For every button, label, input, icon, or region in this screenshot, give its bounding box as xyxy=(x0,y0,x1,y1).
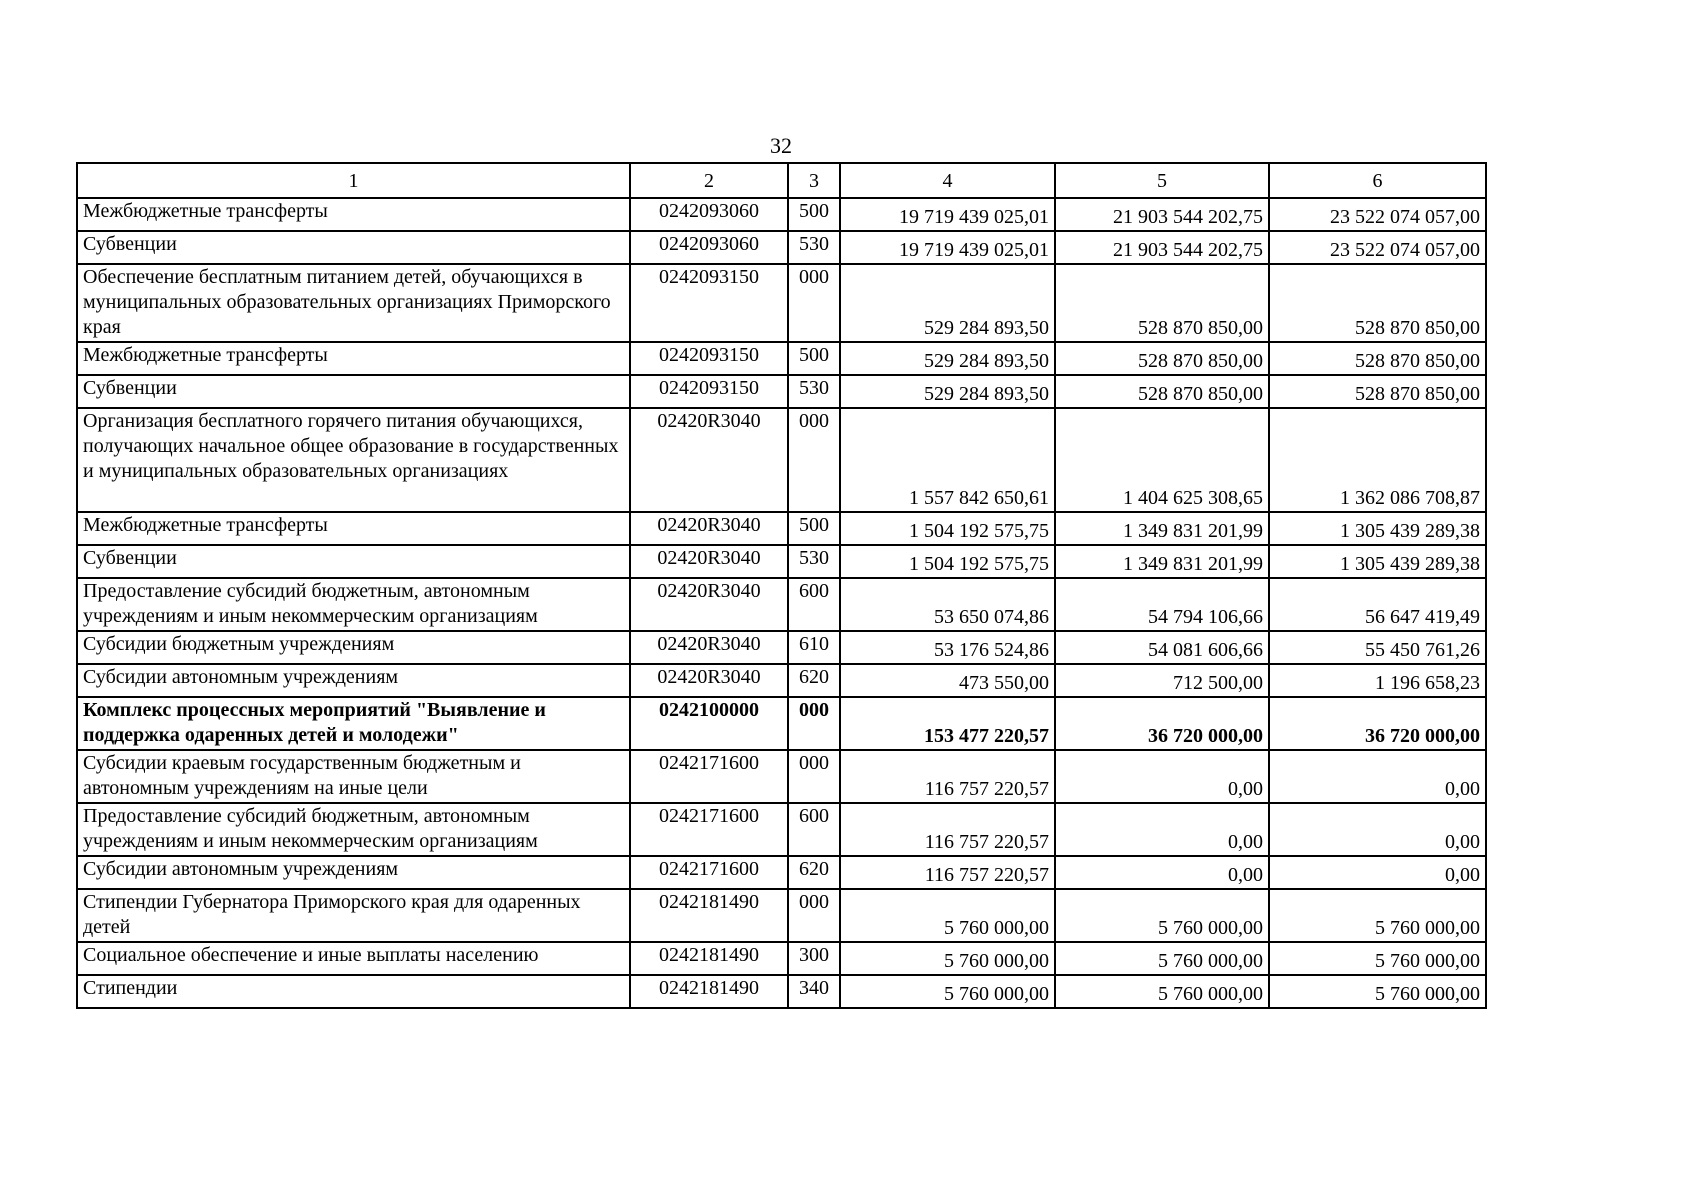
row-value-col6-cell: 1 305 439 289,38 xyxy=(1269,545,1486,578)
row-value-col6-cell: 56 647 419,49 xyxy=(1269,578,1486,631)
row-value-col6-cell: 528 870 850,00 xyxy=(1269,375,1486,408)
table-row xyxy=(77,975,1486,1008)
row-type-cell: 530 xyxy=(788,375,840,408)
row-value-col5-cell: 21 903 544 202,75 xyxy=(1055,231,1269,264)
column-header: 1 xyxy=(77,163,630,198)
row-value-col4-cell: 5 760 000,00 xyxy=(840,942,1055,975)
row-value-col5-cell: 1 404 625 308,65 xyxy=(1055,408,1269,512)
table-row xyxy=(77,375,1486,408)
table-row xyxy=(77,889,1486,942)
table-row xyxy=(77,803,1486,856)
row-type-cell: 530 xyxy=(788,545,840,578)
row-value-col4-cell: 1 557 842 650,61 xyxy=(840,408,1055,512)
row-name-cell: Субсидии бюджетным учреждениям xyxy=(77,631,630,664)
column-header: 3 xyxy=(788,163,840,198)
row-value-col6-cell: 0,00 xyxy=(1269,803,1486,856)
row-type-cell: 000 xyxy=(788,408,840,512)
table-row xyxy=(77,578,1486,631)
row-name-cell: Предоставление субсидий бюджетным, автономным учреждениям и иным некоммерческим организациям xyxy=(77,803,630,856)
row-value-col4-cell: 473 550,00 xyxy=(840,664,1055,697)
row-value-col6-cell: 0,00 xyxy=(1269,750,1486,803)
table-row xyxy=(77,408,1486,512)
row-value-col4-cell: 116 757 220,57 xyxy=(840,803,1055,856)
row-code-cell: 0242181490 xyxy=(630,942,788,975)
row-name-cell: Межбюджетные трансферты xyxy=(77,342,630,375)
row-code-cell: 02420R3040 xyxy=(630,578,788,631)
row-code-cell: 0242171600 xyxy=(630,856,788,889)
row-name-cell: Стипендии xyxy=(77,975,630,1008)
row-value-col5-cell: 5 760 000,00 xyxy=(1055,975,1269,1008)
row-value-col5-cell: 54 794 106,66 xyxy=(1055,578,1269,631)
row-value-col4-cell: 53 650 074,86 xyxy=(840,578,1055,631)
row-value-col5-cell: 21 903 544 202,75 xyxy=(1055,198,1269,231)
row-value-col5-cell: 0,00 xyxy=(1055,856,1269,889)
row-name-cell: Субвенции xyxy=(77,545,630,578)
row-value-col6-cell: 1 362 086 708,87 xyxy=(1269,408,1486,512)
table-header-row xyxy=(77,163,1486,198)
row-value-col4-cell: 529 284 893,50 xyxy=(840,342,1055,375)
row-value-col4-cell: 529 284 893,50 xyxy=(840,264,1055,342)
row-code-cell: 0242093060 xyxy=(630,231,788,264)
row-type-cell: 620 xyxy=(788,664,840,697)
row-type-cell: 530 xyxy=(788,231,840,264)
row-value-col5-cell: 5 760 000,00 xyxy=(1055,889,1269,942)
column-header: 6 xyxy=(1269,163,1486,198)
table-row xyxy=(77,545,1486,578)
row-value-col4-cell: 5 760 000,00 xyxy=(840,889,1055,942)
row-value-col6-cell: 0,00 xyxy=(1269,856,1486,889)
column-header: 2 xyxy=(630,163,788,198)
row-value-col4-cell: 116 757 220,57 xyxy=(840,856,1055,889)
row-type-cell: 000 xyxy=(788,889,840,942)
table-row xyxy=(77,697,1486,750)
row-type-cell: 500 xyxy=(788,512,840,545)
row-value-col6-cell: 36 720 000,00 xyxy=(1269,697,1486,750)
row-value-col4-cell: 153 477 220,57 xyxy=(840,697,1055,750)
row-type-cell: 000 xyxy=(788,264,840,342)
row-code-cell: 0242093150 xyxy=(630,342,788,375)
page-number: 32 xyxy=(770,133,792,158)
table-row xyxy=(77,512,1486,545)
row-value-col5-cell: 528 870 850,00 xyxy=(1055,342,1269,375)
row-value-col4-cell: 53 176 524,86 xyxy=(840,631,1055,664)
row-name-cell: Субсидии автономным учреждениям xyxy=(77,664,630,697)
row-name-cell: Социальное обеспечение и иные выплаты населению xyxy=(77,942,630,975)
row-value-col6-cell: 5 760 000,00 xyxy=(1269,889,1486,942)
row-value-col5-cell: 5 760 000,00 xyxy=(1055,942,1269,975)
row-code-cell: 0242171600 xyxy=(630,750,788,803)
table-row xyxy=(77,631,1486,664)
row-code-cell: 0242093060 xyxy=(630,198,788,231)
row-value-col5-cell: 54 081 606,66 xyxy=(1055,631,1269,664)
row-type-cell: 300 xyxy=(788,942,840,975)
row-value-col4-cell: 19 719 439 025,01 xyxy=(840,198,1055,231)
row-type-cell: 500 xyxy=(788,198,840,231)
table-row xyxy=(77,750,1486,803)
table-row xyxy=(77,942,1486,975)
row-value-col6-cell: 5 760 000,00 xyxy=(1269,942,1486,975)
row-type-cell: 340 xyxy=(788,975,840,1008)
table-row xyxy=(77,264,1486,342)
row-value-col6-cell: 23 522 074 057,00 xyxy=(1269,231,1486,264)
row-name-cell: Обеспечение бесплатным питанием детей, обучающихся в муниципальных образовательных организациях Приморского края xyxy=(77,264,630,342)
row-type-cell: 600 xyxy=(788,803,840,856)
row-type-cell: 610 xyxy=(788,631,840,664)
column-header: 5 xyxy=(1055,163,1269,198)
row-value-col5-cell: 528 870 850,00 xyxy=(1055,375,1269,408)
row-value-col6-cell: 1 196 658,23 xyxy=(1269,664,1486,697)
row-value-col4-cell: 116 757 220,57 xyxy=(840,750,1055,803)
row-value-col5-cell: 528 870 850,00 xyxy=(1055,264,1269,342)
row-code-cell: 02420R3040 xyxy=(630,545,788,578)
row-name-cell: Межбюджетные трансферты xyxy=(77,512,630,545)
row-code-cell: 0242181490 xyxy=(630,975,788,1008)
row-value-col4-cell: 19 719 439 025,01 xyxy=(840,231,1055,264)
row-name-cell: Межбюджетные трансферты xyxy=(77,198,630,231)
row-code-cell: 02420R3040 xyxy=(630,408,788,512)
row-value-col5-cell: 0,00 xyxy=(1055,750,1269,803)
row-name-cell: Субвенции xyxy=(77,231,630,264)
row-type-cell: 000 xyxy=(788,697,840,750)
row-type-cell: 620 xyxy=(788,856,840,889)
table-row xyxy=(77,856,1486,889)
row-value-col6-cell: 528 870 850,00 xyxy=(1269,342,1486,375)
row-value-col6-cell: 5 760 000,00 xyxy=(1269,975,1486,1008)
row-value-col4-cell: 5 760 000,00 xyxy=(840,975,1055,1008)
row-name-cell: Предоставление субсидий бюджетным, автономным учреждениям и иным некоммерческим организациям xyxy=(77,578,630,631)
row-value-col5-cell: 0,00 xyxy=(1055,803,1269,856)
column-header: 4 xyxy=(840,163,1055,198)
row-value-col6-cell: 23 522 074 057,00 xyxy=(1269,198,1486,231)
row-name-cell: Организация бесплатного горячего питания обучающихся, получающих начальное общее образование в государственных и муниципальных образовательных организациях xyxy=(77,408,630,512)
table-row xyxy=(77,198,1486,231)
table-row xyxy=(77,664,1486,697)
row-value-col6-cell: 528 870 850,00 xyxy=(1269,264,1486,342)
row-code-cell: 02420R3040 xyxy=(630,512,788,545)
row-value-col4-cell: 1 504 192 575,75 xyxy=(840,545,1055,578)
row-value-col5-cell: 1 349 831 201,99 xyxy=(1055,545,1269,578)
table-row xyxy=(77,231,1486,264)
row-name-cell: Стипендии Губернатора Приморского края для одаренных детей xyxy=(77,889,630,942)
row-name-cell: Комплекс процессных мероприятий "Выявление и поддержка одаренных детей и молодежи" xyxy=(77,697,630,750)
row-value-col4-cell: 1 504 192 575,75 xyxy=(840,512,1055,545)
row-value-col5-cell: 1 349 831 201,99 xyxy=(1055,512,1269,545)
budget-table xyxy=(76,162,1487,1009)
row-code-cell: 0242093150 xyxy=(630,375,788,408)
row-type-cell: 500 xyxy=(788,342,840,375)
row-name-cell: Субсидии краевым государственным бюджетным и автономным учреждениям на иные цели xyxy=(77,750,630,803)
row-code-cell: 0242093150 xyxy=(630,264,788,342)
table-row xyxy=(77,342,1486,375)
row-value-col5-cell: 36 720 000,00 xyxy=(1055,697,1269,750)
row-code-cell: 0242100000 xyxy=(630,697,788,750)
row-name-cell: Субвенции xyxy=(77,375,630,408)
row-code-cell: 02420R3040 xyxy=(630,664,788,697)
row-code-cell: 02420R3040 xyxy=(630,631,788,664)
row-type-cell: 000 xyxy=(788,750,840,803)
row-value-col4-cell: 529 284 893,50 xyxy=(840,375,1055,408)
row-value-col6-cell: 55 450 761,26 xyxy=(1269,631,1486,664)
row-value-col6-cell: 1 305 439 289,38 xyxy=(1269,512,1486,545)
row-code-cell: 0242181490 xyxy=(630,889,788,942)
row-code-cell: 0242171600 xyxy=(630,803,788,856)
row-value-col5-cell: 712 500,00 xyxy=(1055,664,1269,697)
row-name-cell: Субсидии автономным учреждениям xyxy=(77,856,630,889)
row-type-cell: 600 xyxy=(788,578,840,631)
